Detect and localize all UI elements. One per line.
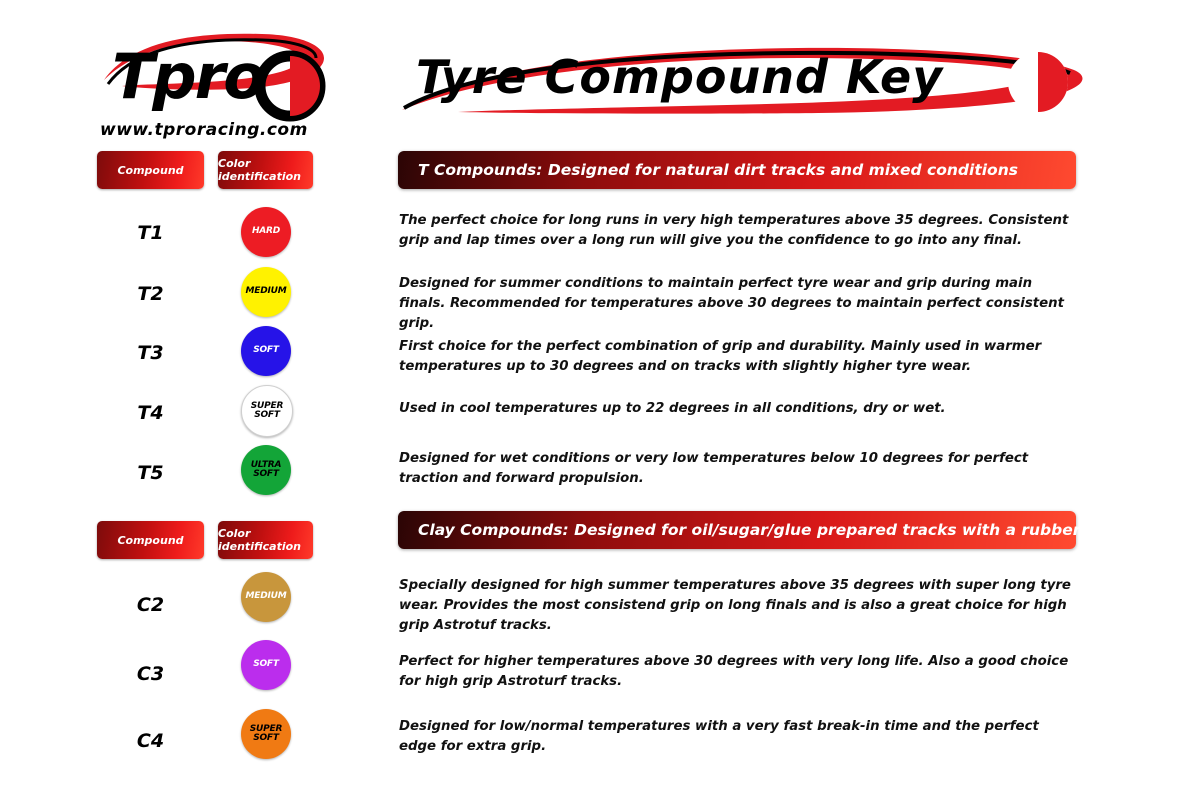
compound-description-c3: Perfect for higher temperatures above 30 degrees with very long life. Also a good choice for high grip Astroturf tracks. [399, 654, 1069, 689]
table-header-colorid-label-2: Color identification [218, 527, 301, 553]
section-banner-t-label: T Compounds: Designed for natural dirt tracks and mixed conditions [418, 161, 1018, 179]
compound-description-c2: Specially designed for high summer temperatures above 35 degrees with super long tyre wear. Provides the most consistend grip on long finals and is also a great choice for high grip Astrotuf tracks. [399, 578, 1071, 633]
table-header-colorid-2 [218, 521, 313, 559]
compound-description-c4: Designed for low/normal temperatures with a very fast break-in time and the perfect edge for extra grip. [399, 719, 1039, 754]
color-dot-label-c3: SOFT [253, 659, 279, 670]
section-banner-t-compounds [398, 151, 1076, 189]
page-header [0, 18, 1200, 138]
compound-code-c2: C2 [136, 594, 165, 616]
logo-website-url: www.tproracing.com [100, 120, 308, 140]
table-header-compound-label: Compound [117, 163, 184, 177]
table-row [97, 730, 204, 752]
table-row [97, 663, 204, 685]
table-header-compound-1 [97, 151, 204, 189]
color-dot-c2 [241, 572, 291, 622]
compound-code-c3: C3 [136, 663, 165, 685]
table-header-compound-2 [97, 521, 204, 559]
color-dot-t3 [241, 326, 291, 376]
compound-description-t5: Designed for wet conditions or very low temperatures below 10 degrees for perfect traction and forward propulsion. [399, 451, 1029, 486]
compound-description-t1: The perfect choice for long runs in very high temperatures above 35 degrees. Consistent grip and lap times over a long run will give you the confidence to go into any final. [399, 213, 1069, 248]
compound-description-t2: Designed for summer conditions to maintain perfect tyre wear and grip during main finals. Recommended for temperatures above 30 degrees to maintain perfect consistent grip. [399, 276, 1064, 331]
page-title: Tyre Compound Key [416, 50, 944, 104]
color-dot-t1 [241, 207, 291, 257]
color-dot-label-t5: ULTRA SOFT [250, 459, 282, 479]
compound-description-t4: Used in cool temperatures up to 22 degrees in all conditions, dry or wet. [399, 401, 946, 416]
table-header-compound-label-2: Compound [117, 533, 184, 547]
title-block [398, 42, 1088, 122]
compound-code-t4: T4 [137, 402, 164, 424]
compound-description-t3: First choice for the perfect combination of grip and durability. Mainly used in warmer temperatures up to 30 degrees and on tracks with slightly higher tyre wear. [399, 339, 1042, 374]
logo-o-ring-icon [254, 50, 326, 122]
color-dot-label-t2: MEDIUM [245, 286, 287, 297]
table-row [97, 402, 204, 424]
table-row [97, 462, 204, 484]
table-row [97, 222, 204, 244]
compound-code-t1: T1 [137, 222, 164, 244]
color-dot-c4 [241, 709, 291, 759]
color-dot-label-t1: HARD [251, 226, 281, 237]
color-dot-label-t4: SUPER SOFT [250, 400, 284, 420]
logo-wordmark: Tpro [112, 40, 264, 113]
table-row [97, 594, 204, 616]
compound-code-t3: T3 [137, 342, 164, 364]
color-dot-c3 [241, 640, 291, 690]
compound-code-c4: C4 [136, 730, 165, 752]
compound-code-t2: T2 [137, 283, 164, 305]
color-dot-t2 [241, 267, 291, 317]
table-header-colorid-1 [218, 151, 313, 189]
color-dot-label-c4: SUPER SOFT [249, 723, 283, 743]
color-dot-t5 [241, 445, 291, 495]
table-header-colorid-label: Color identification [218, 157, 301, 183]
color-dot-label-t3: SOFT [253, 345, 279, 356]
color-dot-t4 [241, 385, 293, 437]
table-row [97, 342, 204, 364]
compound-code-t5: T5 [137, 462, 164, 484]
section-banner-clay-label: Clay Compounds: Designed for oil/sugar/glue prepared tracks with a rubber line [418, 521, 1118, 539]
section-banner-clay-compounds [398, 511, 1118, 549]
tpro-logo [92, 28, 332, 143]
color-dot-label-c2: MEDIUM [245, 591, 287, 602]
table-row [97, 283, 204, 305]
